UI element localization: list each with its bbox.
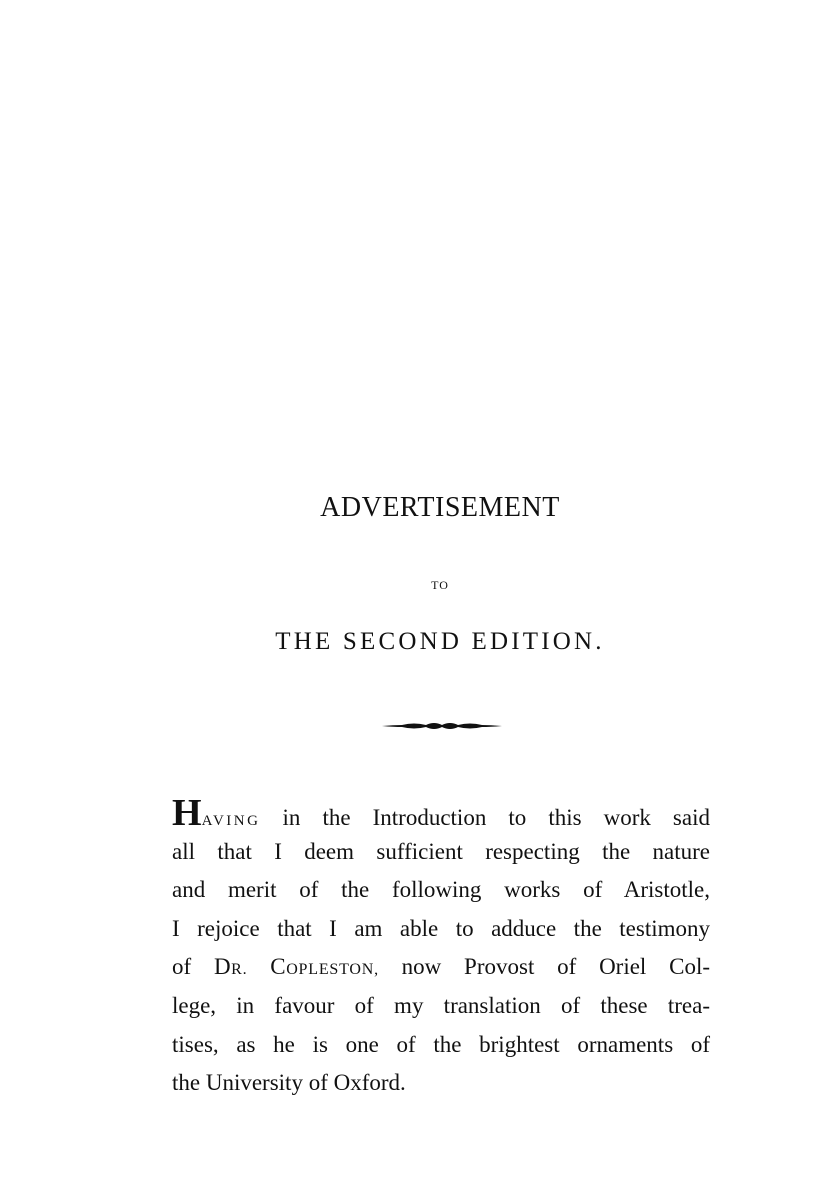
paragraph-line-5 <box>172 948 710 987</box>
ornamental-rule-icon <box>380 719 504 733</box>
title-connector-to: TO <box>431 578 449 592</box>
paragraph-line-6: lege, in favour of my translation of these trea- <box>172 992 710 1018</box>
advertisement-title: ADVERTISEMENT <box>320 492 560 523</box>
edition-subtitle: THE SECOND EDITION. <box>275 628 605 655</box>
dr-rest: R. <box>231 961 248 979</box>
paragraph-line-8: the University of Oxford. <box>172 1070 406 1096</box>
paragraph-line-7: tises, as he is one of the brightest ornaments of <box>172 1031 710 1057</box>
paragraph-line-3: and merit of the following works of Aristotle, <box>172 877 710 903</box>
paragraph-line-2: all that I deem sufficient respecting the nature <box>172 838 710 864</box>
line-1-text: in the Introduction to this work said <box>260 805 710 830</box>
line-5-prefix: of <box>172 954 214 980</box>
line-5-suffix: now Provost of Oriel Col- <box>378 954 710 980</box>
title-dr <box>214 954 248 979</box>
opening-small-caps: AVING <box>201 813 261 829</box>
dr-initial: D <box>213 954 232 980</box>
drop-cap: H <box>172 792 202 834</box>
advertisement-paragraph <box>172 794 710 1103</box>
name-copleston <box>270 954 379 979</box>
name-rest: OPLESTON, <box>286 961 379 979</box>
paragraph-line-1 <box>172 794 710 833</box>
name-initial: C <box>270 954 287 980</box>
paragraph-line-4: I rejoice that I am able to adduce the testimony <box>172 915 710 941</box>
